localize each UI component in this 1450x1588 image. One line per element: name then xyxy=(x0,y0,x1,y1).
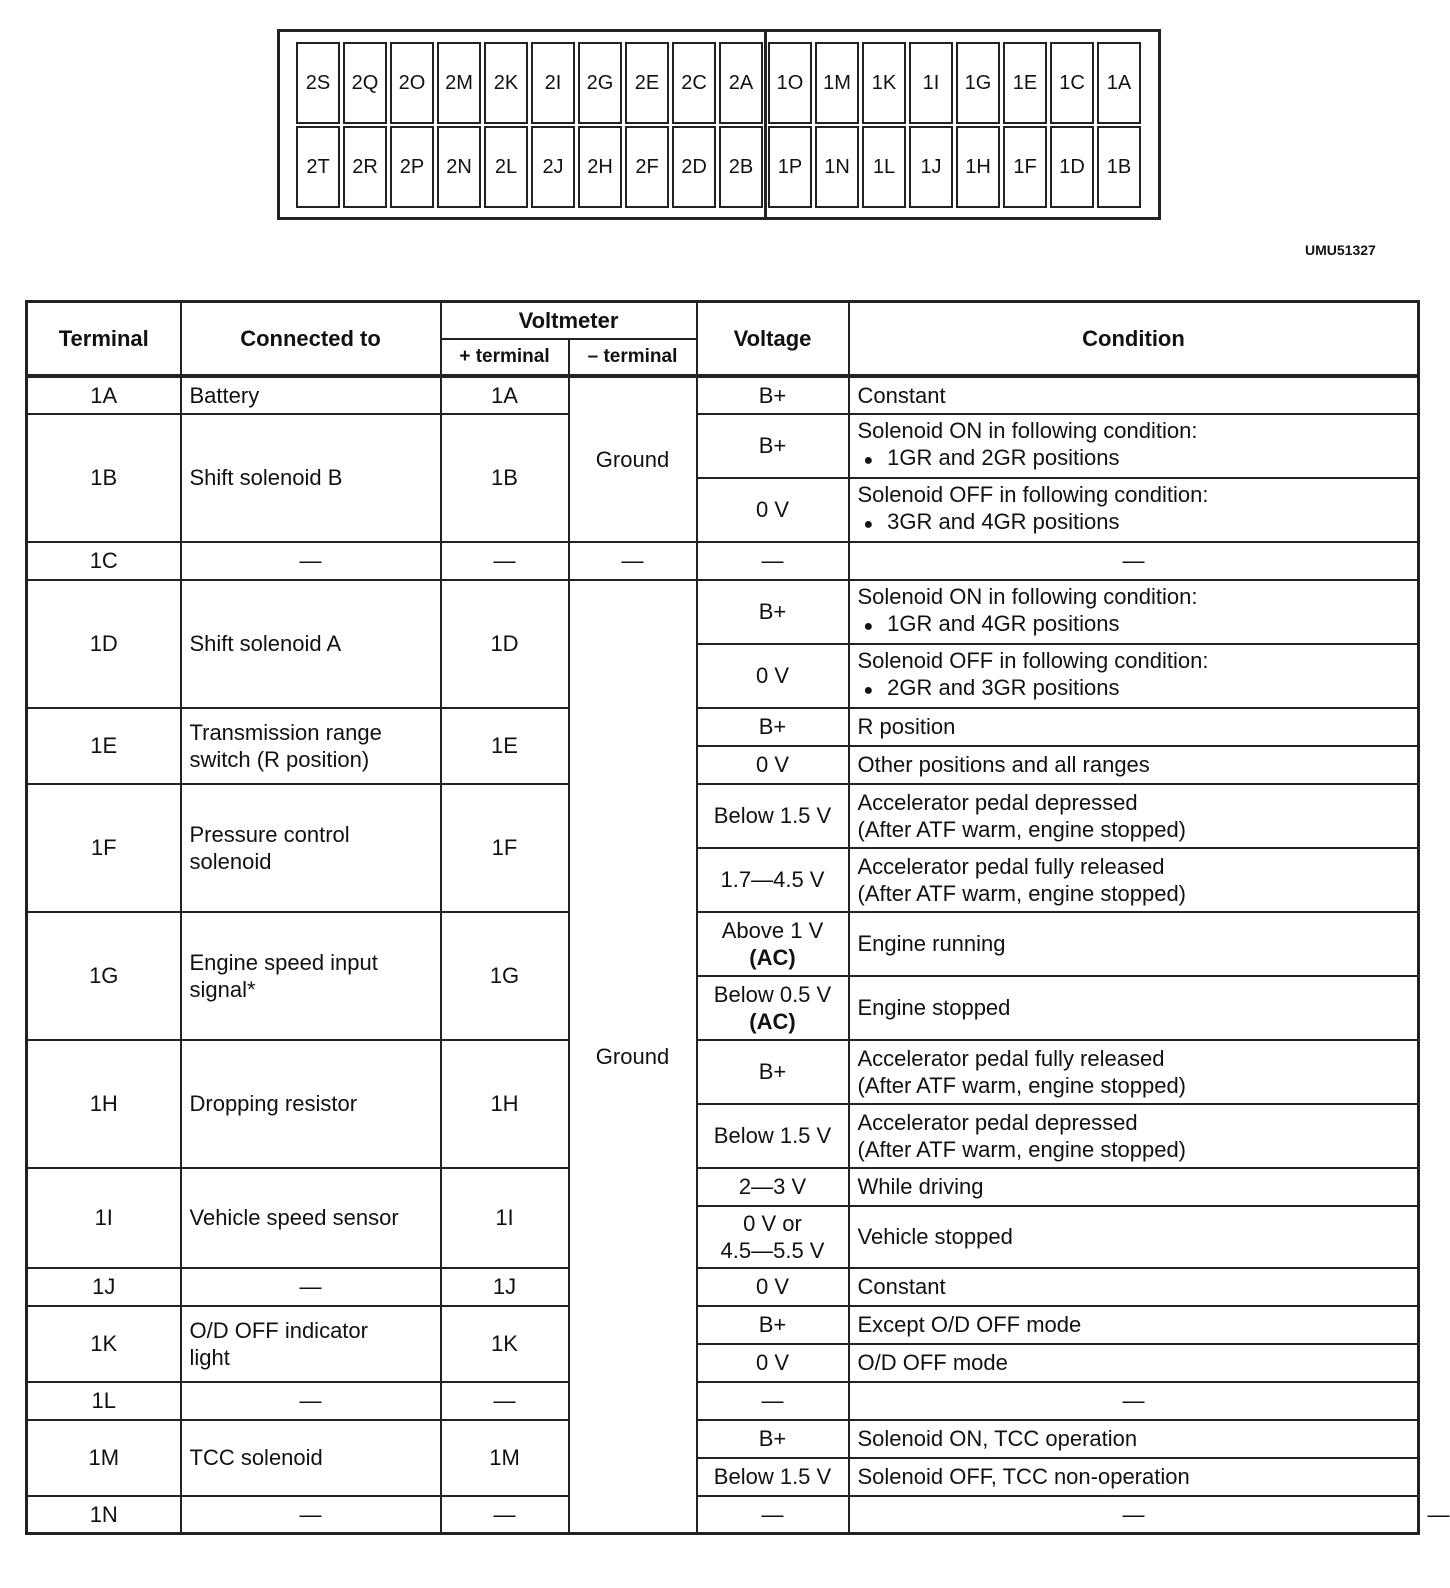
table-row xyxy=(27,542,1419,580)
table-row xyxy=(27,1268,1419,1306)
plus-terminal-cell: 1G xyxy=(441,912,569,1040)
connector-pin: 2F xyxy=(625,126,669,208)
condition-cell: Except O/D OFF mode xyxy=(849,1306,1419,1344)
terminal-cell: 1L xyxy=(27,1382,181,1420)
plus-terminal-cell: 1I xyxy=(441,1168,569,1268)
table-row xyxy=(27,580,1419,644)
condition-bullet: ● 2GR and 3GR positions xyxy=(858,674,1410,704)
connector-bottom-row xyxy=(296,126,1144,208)
connector-pin: 2M xyxy=(437,42,481,124)
connector-pin: 2S xyxy=(296,42,340,124)
table-row: 1N — — — — — xyxy=(27,1496,1419,1534)
connected-line: Pressure control xyxy=(189,821,350,847)
voltage-cell: B+ xyxy=(697,414,849,478)
connected-cell xyxy=(181,912,441,1040)
terminal-cell: 1B xyxy=(27,414,181,542)
voltage-text: Above 1 V xyxy=(721,917,824,943)
terminal-cell: 1M xyxy=(27,1420,181,1496)
connector-pin: 2Q xyxy=(343,42,387,124)
voltage-text: Below 0.5 V xyxy=(713,981,832,1007)
condition-cell xyxy=(849,1040,1419,1104)
connector-pin: 1K xyxy=(862,42,906,124)
connected-cell xyxy=(181,784,441,912)
voltage-cell: 0 V xyxy=(697,478,849,542)
table-row xyxy=(27,708,1419,746)
connector-pin: 1E xyxy=(1003,42,1047,124)
plus-terminal-cell: — xyxy=(441,1496,569,1534)
condition-text: Accelerator pedal depressed xyxy=(857,1109,1138,1135)
condition-text: (After ATF warm, engine stopped) xyxy=(857,1072,1187,1098)
connector-pin: 1G xyxy=(956,42,1000,124)
voltage-cell: 0 V xyxy=(697,644,849,708)
connector-pin: 2T xyxy=(296,126,340,208)
condition-text: (After ATF warm, engine stopped) xyxy=(857,880,1187,906)
connector-pin: 2N xyxy=(437,126,481,208)
connector-pin: 1I xyxy=(909,42,953,124)
connected-cell: — xyxy=(181,1382,441,1420)
connector-pin: 1L xyxy=(862,126,906,208)
diagram-id: UMU51327 xyxy=(1305,242,1376,258)
minus-terminal-cell: — xyxy=(569,542,697,580)
connector-pin: 2B xyxy=(719,126,763,208)
connected-line: Engine speed input xyxy=(189,949,378,975)
condition-cell: Solenoid OFF, TCC non-operation xyxy=(849,1458,1419,1496)
connector-pin: 2O xyxy=(390,42,434,124)
voltage-cell xyxy=(697,1206,849,1268)
connector-pin: 1O xyxy=(768,42,812,124)
header-voltage: Voltage xyxy=(697,302,849,376)
condition-bullet: ● 3GR and 4GR positions xyxy=(858,508,1410,538)
connector-pin: 1H xyxy=(956,126,1000,208)
voltage-cell: Below 1.5 V xyxy=(697,1458,849,1496)
voltage-cell: B+ xyxy=(697,580,849,644)
connected-cell: — xyxy=(181,542,441,580)
condition-cell xyxy=(849,478,1419,542)
connector-pin: 2P xyxy=(390,126,434,208)
condition-cell: Engine stopped xyxy=(849,976,1419,1040)
table-row xyxy=(27,414,1419,478)
connected-cell xyxy=(181,1306,441,1382)
minus-terminal-ground: Ground xyxy=(569,580,697,1534)
terminal-cell: 1D xyxy=(27,580,181,708)
condition-text: Solenoid ON in following condition: xyxy=(857,584,1198,609)
plus-terminal-cell: — xyxy=(441,542,569,580)
voltage-cell: — xyxy=(697,542,849,580)
condition-cell: Vehicle stopped xyxy=(849,1206,1419,1268)
connected-cell xyxy=(181,708,441,784)
plus-terminal-cell: 1E xyxy=(441,708,569,784)
voltage-ac: (AC) xyxy=(749,1008,796,1034)
plus-terminal-cell: 1K xyxy=(441,1306,569,1382)
connector-pin: 2E xyxy=(625,42,669,124)
minus-terminal-cell: — xyxy=(697,1496,849,1534)
terminal-table xyxy=(25,300,1450,1535)
connector-pin: 2R xyxy=(343,126,387,208)
connector-pin: 1N xyxy=(815,126,859,208)
condition-cell xyxy=(849,848,1419,912)
connector-pin: 1F xyxy=(1003,126,1047,208)
connected-line: Transmission range xyxy=(189,719,382,745)
connected-cell: Shift solenoid A xyxy=(181,580,441,708)
connector-pin: 2H xyxy=(578,126,622,208)
connector-pin: 2I xyxy=(531,42,575,124)
connected-cell: Shift solenoid B xyxy=(181,414,441,542)
table-row xyxy=(27,1382,1419,1420)
voltage-ac: (AC) xyxy=(749,944,796,970)
header-plus-terminal: + terminal xyxy=(441,339,569,376)
connector-pin: 2J xyxy=(531,126,575,208)
plus-terminal-cell: 1A xyxy=(441,376,569,414)
voltage-cell: 0 V xyxy=(697,746,849,784)
connected-line: switch (R position) xyxy=(189,746,370,772)
condition-cell xyxy=(849,644,1419,708)
minus-terminal-ground: Ground xyxy=(569,376,697,542)
connected-cell: Battery xyxy=(181,376,441,414)
voltage-cell xyxy=(697,976,849,1040)
connector-pin: 1A xyxy=(1097,42,1141,124)
condition-text: (After ATF warm, engine stopped) xyxy=(857,1136,1187,1162)
condition-cell: Constant xyxy=(849,1268,1419,1306)
condition-bullet: ● 1GR and 4GR positions xyxy=(858,610,1410,640)
plus-terminal-cell: 1M xyxy=(441,1420,569,1496)
header-minus-terminal: – terminal xyxy=(569,339,697,376)
voltage-text: 0 V or xyxy=(743,1210,802,1236)
header-voltmeter: Voltmeter xyxy=(441,302,697,339)
voltage-cell: 1.7—4.5 V xyxy=(697,848,849,912)
connector-pin: 1J xyxy=(909,126,953,208)
table-row xyxy=(27,376,1419,414)
plus-terminal-cell: 1H xyxy=(441,1040,569,1168)
terminal-cell: 1F xyxy=(27,784,181,912)
table-row xyxy=(27,1040,1419,1104)
condition-cell: Constant xyxy=(849,376,1419,414)
voltage-cell: — xyxy=(697,1382,849,1420)
voltage-cell: B+ xyxy=(697,1420,849,1458)
connector-pin: 2A xyxy=(719,42,763,124)
connected-line: solenoid xyxy=(189,848,272,874)
header-terminal: Terminal xyxy=(27,302,181,376)
connector-top-row xyxy=(296,42,1144,124)
connected-line: O/D OFF indicator xyxy=(189,1317,368,1343)
plus-terminal-cell: 1D xyxy=(441,580,569,708)
condition-text: Accelerator pedal fully released xyxy=(857,1045,1165,1071)
connected-cell: Vehicle speed sensor xyxy=(181,1168,441,1268)
connector-pin: 1M xyxy=(815,42,859,124)
table-row xyxy=(27,784,1419,848)
condition-cell: — xyxy=(849,1382,1419,1420)
terminal-cell: 1A xyxy=(27,376,181,414)
voltage-cell: — xyxy=(849,1496,1419,1534)
connected-cell: — xyxy=(181,1496,441,1534)
terminal-cell: 1E xyxy=(27,708,181,784)
condition-text: (After ATF warm, engine stopped) xyxy=(857,816,1187,842)
voltage-cell: B+ xyxy=(697,708,849,746)
terminal-cell: 1H xyxy=(27,1040,181,1168)
terminal-cell: 1K xyxy=(27,1306,181,1382)
voltage-cell: 0 V xyxy=(697,1268,849,1306)
connector-diagram xyxy=(277,29,1161,220)
connected-line: light xyxy=(189,1344,230,1370)
header-condition: Condition xyxy=(849,302,1419,376)
connected-cell: TCC solenoid xyxy=(181,1420,441,1496)
condition-bullet: ● 1GR and 2GR positions xyxy=(858,444,1410,474)
terminal-cell: 1C xyxy=(27,542,181,580)
plus-terminal-cell: 1B xyxy=(441,414,569,542)
condition-cell: While driving xyxy=(849,1168,1419,1206)
voltage-cell: B+ xyxy=(697,376,849,414)
condition-cell: Solenoid ON, TCC operation xyxy=(849,1420,1419,1458)
condition-cell xyxy=(849,580,1419,644)
condition-text: Accelerator pedal depressed xyxy=(857,789,1138,815)
voltage-cell xyxy=(697,912,849,976)
terminal-cell: 1G xyxy=(27,912,181,1040)
voltage-cell: 0 V xyxy=(697,1344,849,1382)
condition-text: Solenoid ON in following condition: xyxy=(857,418,1198,443)
condition-cell xyxy=(849,784,1419,848)
voltage-cell: 2—3 V xyxy=(697,1168,849,1206)
condition-cell: O/D OFF mode xyxy=(849,1344,1419,1382)
condition-cell: — xyxy=(849,542,1419,580)
terminal-cell: 1I xyxy=(27,1168,181,1268)
terminal-cell: 1N xyxy=(27,1496,181,1534)
connector-pin: 1D xyxy=(1050,126,1094,208)
voltage-cell: Below 1.5 V xyxy=(697,1104,849,1168)
voltage-text: 4.5—5.5 V xyxy=(720,1237,825,1263)
plus-terminal-cell: 1F xyxy=(441,784,569,912)
condition-cell xyxy=(849,1104,1419,1168)
table-row xyxy=(27,912,1419,976)
connector-pin: 2D xyxy=(672,126,716,208)
connector-pin: 1B xyxy=(1097,126,1141,208)
condition-text: Solenoid OFF in following condition: xyxy=(857,648,1209,673)
voltage-cell: B+ xyxy=(697,1040,849,1104)
condition-text: Accelerator pedal fully released xyxy=(857,853,1165,879)
connector-pin: 2L xyxy=(484,126,528,208)
connector-pin: 1C xyxy=(1050,42,1094,124)
condition-cell: Engine running xyxy=(849,912,1419,976)
plus-terminal-cell: 1J xyxy=(441,1268,569,1306)
condition-cell xyxy=(849,414,1419,478)
connector-pin: 2C xyxy=(672,42,716,124)
table-row xyxy=(27,1168,1419,1206)
connector-pin: 2K xyxy=(484,42,528,124)
connected-line: signal* xyxy=(189,976,256,1002)
condition-cell: R position xyxy=(849,708,1419,746)
connector-pin: 2G xyxy=(578,42,622,124)
condition-cell: Other positions and all ranges xyxy=(849,746,1419,784)
header-connected-to: Connected to xyxy=(181,302,441,376)
connected-cell: — xyxy=(181,1268,441,1306)
terminal-cell: 1J xyxy=(27,1268,181,1306)
condition-text: Solenoid OFF in following condition: xyxy=(857,482,1209,507)
plus-terminal-cell: — xyxy=(441,1382,569,1420)
connector-pin: 1P xyxy=(768,126,812,208)
table-row xyxy=(27,1306,1419,1344)
connected-cell: Dropping resistor xyxy=(181,1040,441,1168)
voltage-cell: Below 1.5 V xyxy=(697,784,849,848)
table-row xyxy=(27,1420,1419,1458)
voltage-cell: B+ xyxy=(697,1306,849,1344)
